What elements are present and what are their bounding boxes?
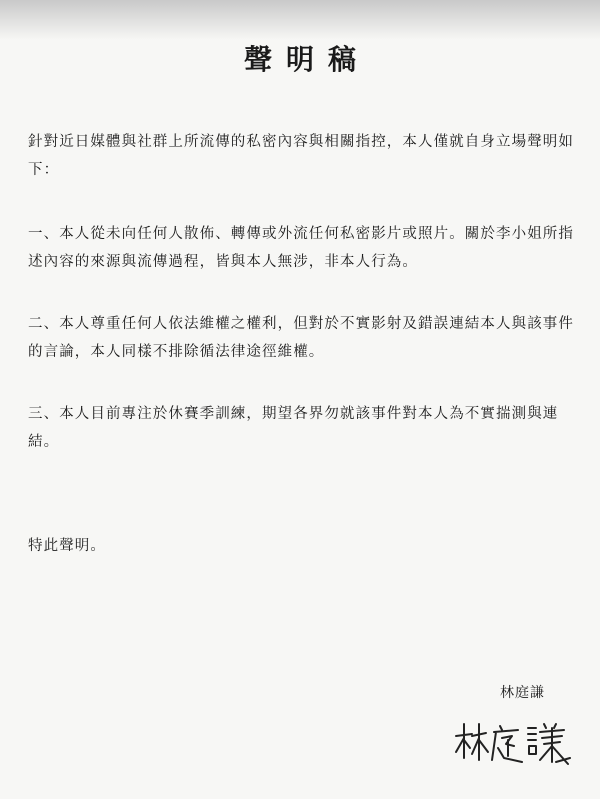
point-1: 一、本人從未向任何人散佈、轉傳或外流任何私密影片或照片。關於李小姐所指述內容的來源與流傳過程，皆與本人無涉，非本人行為。	[28, 226, 574, 270]
point-3: 三、本人目前專注於休賽季訓練，期望各界勿就該事件對本人為不實揣測與連結。	[28, 406, 559, 450]
statement-body	[28, 128, 576, 490]
handwritten-signature	[452, 718, 572, 770]
intro-paragraph: 針對近日媒體與社群上所流傳的私密內容與相關指控，本人僅就自身立場聲明如下：	[28, 134, 574, 178]
point-2: 二、本人尊重任何人依法維權之權利，但對於不實影射及錯誤連結本人與該事件的言論，本人同樣不排除循法律途徑維權。	[28, 316, 574, 360]
closing-text: 特此聲明。	[28, 538, 106, 554]
signatory-name: 林庭謙	[500, 685, 545, 701]
page-title: 聲明稿	[243, 43, 370, 76]
